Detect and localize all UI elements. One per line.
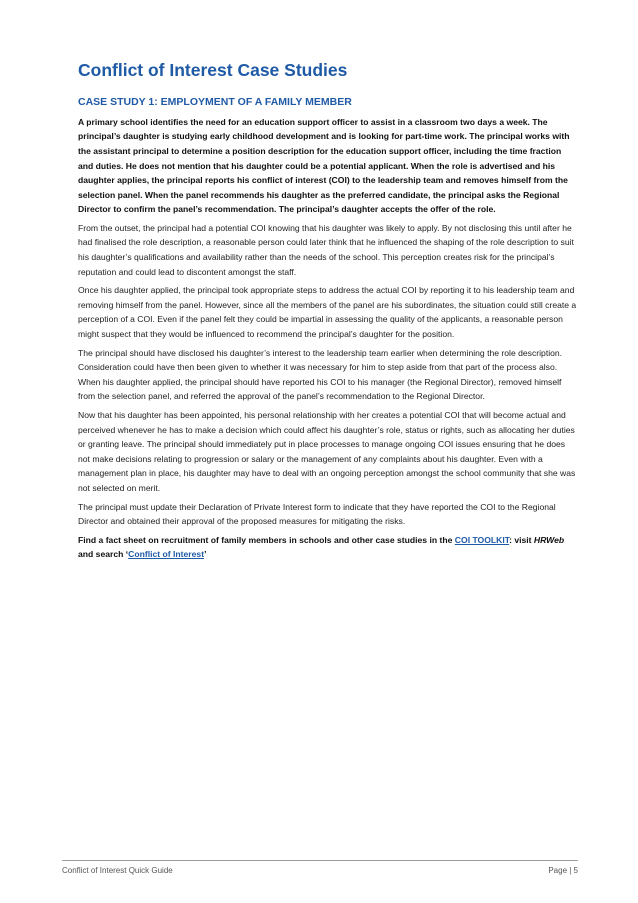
paragraph-2: Once his daughter applied, the principal took appropriate steps to address the actual COI by reporting it to his leadership team and removing himself from the panel. However, since all the members of the panel are his subordinates, the situation could still create a perception of a COI. Even if the panel felt they could be impartial in assessing the quality of the applicants, a reasonable person might suspect that they would be influenced to recommend the principal’s daughter for the position. (78, 285, 577, 340)
conflict-of-interest-link[interactable]: Conflict of Interest (128, 549, 205, 560)
paragraph-3: The principal should have disclosed his daughter’s interest to the leadership team earlier when determining the role description. Consideration could have then been given to whether it was necessary for him to step aside from that part of the process also. When his daughter applied, the principal should have reported his COI to his manager (the Regional Director), removed himself from the selection panel, and referred the approval of the panel’s recommendation to the Regional Director. (78, 347, 563, 402)
paragraph-4: Now that his daughter has been appointed, his personal relationship with her creates a potential COI that will become actual and perceived whenever he has to make a decision which could affect his daughter’s role, status or rights, such as allocating her duties or granting leave. The principal should immediately put in place processes to manage ongoing COI issues ensuring that he does not make decisions relating to progression or salary or the management of any complaints about his daughter. Even with a management plan in place, his daughter may have to deal with an ongoing perception amongst the school community that she was not selected on merit. (78, 410, 576, 493)
case-study-heading: CASE STUDY 1: EMPLOYMENT OF A FAMILY MEMBER (78, 96, 352, 109)
page-title: Conflict of Interest Case Studies (78, 60, 348, 80)
case-study-intro: A primary school identifies the need for an education support officer to assist in a classroom two days a week. The principal’s daughter is studying early childhood development and is looking for part-time work. The principal works with the assistant principal to determine a position description for the education support officer, including the time fraction and duties. He does not mention that his daughter could be a potential applicant. When the role is advertised and his daughter applies, the principal reports his conflict of interest (COI) to the leadership team and removes himself from the selection panel. When the panel recommends his daughter as the preferred candidate, the principal asks the Regional Director to confirm the panel’s recommendation. The principal’s daughter accepts the offer of the role. (78, 116, 570, 215)
fact-sheet-text: Find a fact sheet on recruitment of family members in schools and other case studies in the (78, 534, 455, 545)
fact-sheet-search-text: and search ‘ (78, 549, 129, 560)
closing-quote: ’ (204, 549, 207, 560)
fact-sheet-visit-text: : visit (509, 534, 534, 545)
footer-page-number: Page | 5 (548, 866, 578, 875)
footer-document-title: Conflict of Interest Quick Guide (62, 866, 173, 875)
paragraph-1: From the outset, the principal had a potential COI knowing that his daughter was likely to apply. By not disclosing this until after he had finalised the role description, a reasonable person could later think that he influenced the shaping of the role description to suit his daughter’s qualifications and availability rather than the needs of the school. This perception creates risk for the principal’s reputation and could lead to discontent amongst the staff. (78, 222, 574, 277)
page-footer (62, 860, 578, 875)
document-body (78, 60, 578, 566)
paragraph-5: The principal must update their Declaration of Private Interest form to indicate that they have reported the COI to the Regional Director and obtained their approval of the proposed measures for mitigating the risks. (78, 501, 556, 527)
coi-toolkit-link[interactable]: COI TOOLKIT (454, 534, 510, 545)
hrweb-text: HRWeb (533, 534, 565, 545)
fact-sheet-note (78, 533, 578, 562)
